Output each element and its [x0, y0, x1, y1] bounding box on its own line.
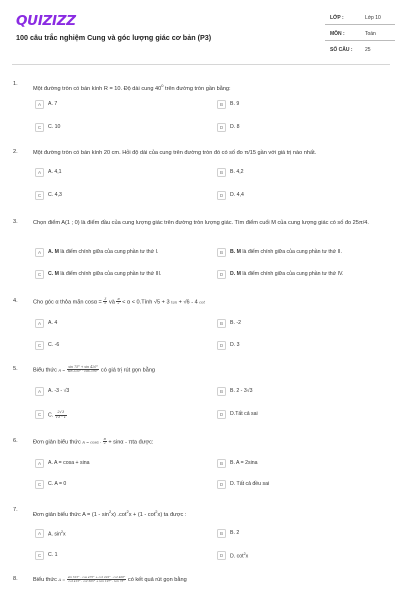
option-text: B. 4,2	[230, 168, 244, 175]
option-d[interactable]	[215, 550, 390, 561]
meta-class-label: LỚP :	[330, 15, 344, 21]
option-letter: A	[35, 248, 44, 257]
option-d[interactable]	[215, 340, 390, 351]
question-number: 8.	[13, 576, 18, 582]
question-text: Đơn giản biểu thức $A = (1 - \sin^2x)$ $.\cot^2x + (1 - \cot^2x)$ ta được :	[33, 509, 187, 518]
option-text: B. 2 - 3√3	[230, 387, 253, 394]
option-a[interactable]	[33, 167, 208, 178]
quizizz-logo: QUIZIZZ	[16, 13, 76, 29]
question-number: 6.	[13, 438, 18, 444]
option-text: D. M là điểm chính giữa của cung phần tư thứ IV.	[230, 270, 344, 277]
option-text: C. A = 0	[48, 480, 67, 487]
question-number: 7.	[13, 507, 18, 513]
option-text: D.Tất cả sai	[230, 410, 258, 417]
option-letter: B	[217, 168, 226, 177]
option-text: B. -2	[230, 319, 241, 326]
question-text: Cho góc α thỏa mãn cosα = $\frac{3}{5}$ và $\frac{\pi}{2}$ < α < 0.Tính √5 + 3 tan + √6 - 4 cot	[33, 297, 205, 306]
question-text: Biểu thức A = $\frac{\sin 75^\circ + \sin 420^\circ}{\sin 330^\circ - \cos 390^\circ}$ có giá trị rút gọn bằng	[33, 365, 156, 374]
option-letter: A	[35, 529, 44, 538]
option-text: D. 4,4	[230, 191, 244, 198]
option-d[interactable]	[215, 409, 390, 420]
question-number: 3.	[13, 219, 18, 225]
question-text: Đơn giản biểu thức A = cosα - $\frac{\pi}{2}$ + sinα - πta được:	[33, 437, 154, 446]
option-b[interactable]	[215, 167, 390, 178]
option-letter: B	[217, 387, 226, 396]
option-text: C. -6	[48, 341, 60, 348]
option-letter: B	[217, 248, 226, 257]
option-text: B. 2	[230, 529, 240, 536]
option-letter: A	[35, 168, 44, 177]
option-a[interactable]	[33, 99, 208, 110]
option-letter: D	[217, 551, 226, 560]
option-letter: B	[217, 459, 226, 468]
option-letter: A	[35, 387, 44, 396]
option-d[interactable]	[215, 122, 390, 133]
option-text: D. Tất cả đều sai	[230, 480, 270, 487]
option-text: C. $\frac{2√3}{√3 - 1}$	[48, 409, 67, 419]
option-letter: B	[217, 100, 226, 109]
option-text: D. 3	[230, 341, 240, 348]
option-text: C. 10	[48, 123, 61, 130]
option-text: A. 4,1	[48, 168, 62, 175]
option-a[interactable]	[33, 247, 208, 258]
option-b[interactable]	[215, 386, 390, 397]
option-text: C. M là điểm chính giữa của cung phần tư thứ III.	[48, 270, 162, 277]
option-d[interactable]	[215, 190, 390, 201]
option-letter: D	[217, 270, 226, 279]
question-text: Chọn điểm A(1 ; 0) là điểm đầu của cung lượng giác trên đường tròn lượng giác. Tìm điểm cuối M của cung lượng giác có số đo 25π/4.	[33, 220, 369, 226]
option-letter: C	[35, 480, 44, 489]
meta-subject-label: MÔN :	[330, 31, 345, 37]
option-letter: A	[35, 459, 44, 468]
option-letter: C	[35, 410, 44, 419]
option-c[interactable]	[33, 122, 208, 133]
document-title: 100 câu trắc nghiệm Cung và góc lượng giác cơ bản (P3)	[16, 33, 212, 42]
option-letter: C	[35, 341, 44, 350]
option-text: D. 8	[230, 123, 240, 130]
option-c[interactable]	[33, 340, 208, 351]
option-letter: B	[217, 319, 226, 328]
option-b[interactable]	[215, 247, 390, 258]
option-c[interactable]	[33, 550, 208, 561]
question-text: Một đường tròn có bán kính 20 cm. Hỏi độ dài của cung trên đường tròn đó có số đo π/15 gần với giá trị nào nhất.	[33, 150, 317, 156]
option-b[interactable]	[215, 99, 390, 110]
option-letter: C	[35, 551, 44, 560]
option-letter: D	[217, 480, 226, 489]
option-text: B. 9	[230, 100, 240, 107]
option-text: C. 4,3	[48, 191, 62, 198]
option-b[interactable]	[215, 318, 390, 329]
option-letter: C	[35, 270, 44, 279]
option-letter: D	[217, 191, 226, 200]
option-text: A. $\sin^2x$	[48, 529, 66, 538]
option-d[interactable]	[215, 479, 390, 490]
question-number: 2.	[13, 149, 18, 155]
option-text: A. 7	[48, 100, 58, 107]
option-b[interactable]	[215, 458, 390, 469]
meta-count-value: 25	[365, 47, 371, 53]
question-text: Một đường tròn có bán kính R = 10. Độ dài cung $40^0$ trên đường tròn gần bằng:	[33, 83, 231, 92]
option-letter: D	[217, 410, 226, 419]
option-text: A. 4	[48, 319, 58, 326]
meta-subject-value: Toán	[365, 31, 376, 37]
option-letter: C	[35, 191, 44, 200]
option-letter: A	[35, 319, 44, 328]
question-number: 4.	[13, 298, 18, 304]
option-a[interactable]	[33, 318, 208, 329]
option-c[interactable]	[33, 190, 208, 201]
header-divider	[12, 64, 390, 65]
meta-class-value: Lớp 10	[365, 15, 381, 21]
option-letter: D	[217, 341, 226, 350]
option-text: D. $\cot^2x$	[230, 551, 249, 560]
option-a[interactable]	[33, 458, 208, 469]
option-letter: C	[35, 123, 44, 132]
option-text: A. -3 - √3	[48, 387, 70, 394]
option-letter: B	[217, 529, 226, 538]
option-a[interactable]	[33, 528, 208, 539]
option-text: B. M là điểm chính giữa của cung phần tư thứ II.	[230, 248, 342, 255]
option-text: A. M là điểm chính giữa của cung phần tư thứ I.	[48, 248, 159, 255]
option-text: C. 1	[48, 551, 58, 558]
option-a[interactable]	[33, 386, 208, 397]
option-c[interactable]	[33, 479, 208, 490]
question-number: 1.	[13, 81, 18, 87]
option-b[interactable]	[215, 528, 390, 539]
option-letter: D	[217, 123, 226, 132]
option-c[interactable]	[33, 269, 208, 280]
option-c[interactable]	[33, 409, 208, 420]
question-number: 5.	[13, 366, 18, 372]
option-text: B. A = 2sina	[230, 459, 258, 466]
option-d[interactable]	[215, 269, 390, 280]
document-header	[0, 0, 400, 62]
question-text: Biểu thức A = $\frac{\sin 515^\circ . \cos 475^\circ + \cot 222^\circ . \cot 408^\circ}{\cot 415^\circ . \cot 505^\circ + \tan 197^\circ . \tan 73^\circ}$ có kết quả rút gọn bằng	[33, 575, 187, 584]
option-letter: A	[35, 100, 44, 109]
option-text: A. A = cosa + sina	[48, 459, 90, 466]
meta-count-label: SỐ CÂU :	[330, 47, 353, 53]
